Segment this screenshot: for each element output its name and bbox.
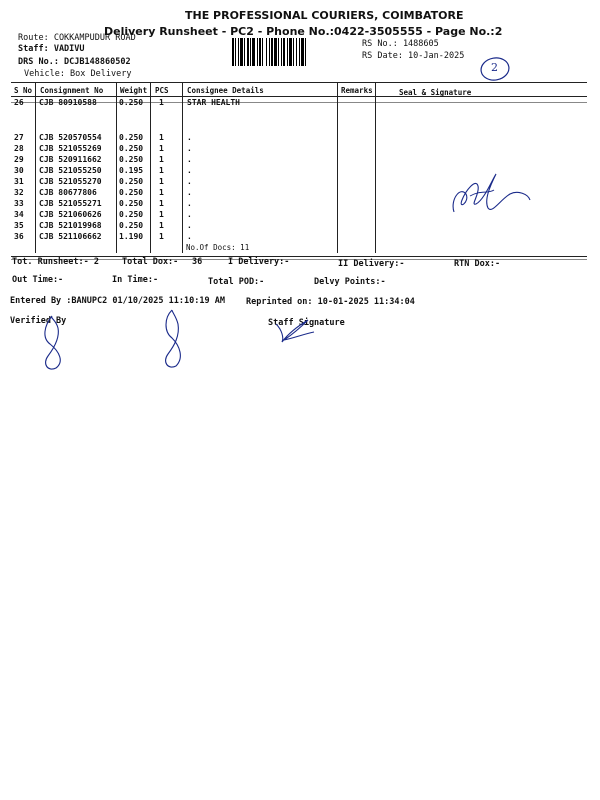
row-sno: 34 [14,210,24,219]
row-consignee: . [187,166,192,175]
row-consignment: CJB 520911662 [39,155,102,164]
row-weight: 1.190 [119,232,144,241]
company-title: THE PROFESSIONAL COURIERS, COIMBATORE [185,9,464,22]
row-consignee: STAR HEALTH [187,98,240,107]
row-weight: 0.195 [119,166,144,175]
row-consignment: CJB 521055270 [39,177,102,186]
row-weight: 0.250 [119,98,144,107]
row-pcs: 1 [159,166,164,175]
row-consignment: CJB 521019968 [39,221,102,230]
delvy-points: Delvy Points:- [314,277,386,287]
tot-runsheet: Tot. Runsheet:- 2 [12,257,99,267]
row-sno: 27 [14,133,24,142]
row-sno: 28 [14,144,24,153]
col-header-seal: Seal & Signature [399,88,472,97]
row-sno: 26 [14,98,24,107]
staff-signature-label: Staff Signature [268,318,345,328]
row-consignment: CJB 521055271 [39,199,102,208]
row-consignment: CJB 80677806 [39,188,97,197]
col-header-consignee: Consignee Details [187,86,264,95]
row-consignee: . [187,144,192,153]
rs-date: RS Date: 10-Jan-2025 [362,51,465,61]
row-weight: 0.250 [119,199,144,208]
row-pcs: 1 [159,199,164,208]
circled-page-annotation [478,54,512,84]
runsheet-title: Delivery Runsheet - PC2 - Phone No.:0422-3505555 - Page No.:2 [104,25,503,38]
i-delivery: I Delivery:- [228,257,290,267]
row-consignee: . [187,221,192,230]
col-header-consignment: Consignment No [40,86,104,95]
row-pcs: 1 [159,177,164,186]
row-consignee: . [187,177,192,186]
row-weight: 0.250 [119,210,144,219]
verified-signature-scribble [30,312,75,372]
row-consignee: . [187,133,192,142]
row-consignment: CJB 521060626 [39,210,102,219]
row-sno: 29 [14,155,24,164]
row-pcs: 1 [159,210,164,219]
total-pod: Total POD:- [208,277,265,287]
row-consignee: . [187,232,192,241]
circled-number: 2 [491,61,498,74]
entered-by: Entered By :BANUPC2 01/10/2025 11:10:19 AM [10,296,225,306]
col-header-remarks: Remarks [341,86,373,95]
row-consignee: . [187,188,192,197]
row-consignment: CJB 521106662 [39,232,102,241]
row-weight: 0.250 [119,144,144,153]
col-header-pcs: PCS [155,86,169,95]
row-sno: 33 [14,199,24,208]
barcode-image [232,38,354,66]
row-sno: 36 [14,232,24,241]
row-consignment: CJB 80910588 [39,98,97,107]
ii-delivery: II Delivery:- [338,259,405,269]
vehicle-label: Vehicle: Box Delivery [24,69,132,79]
row-consignee: . [187,210,192,219]
row-weight: 0.250 [119,155,144,164]
col-header-weight: Weight [120,86,148,95]
total-dox-label: Total Dox:- [122,257,179,267]
row-weight: 0.250 [119,133,144,142]
route-label: Route: COKKAMPUDUR ROAD [18,33,136,43]
row-pcs: 1 [159,221,164,230]
row-consignment: CJB 521055269 [39,144,102,153]
staff-label: Staff: VADIVU [18,44,85,54]
row-weight: 0.250 [119,188,144,197]
row-sno: 32 [14,188,24,197]
row-pcs: 1 [159,188,164,197]
out-time: Out Time:- [12,275,64,285]
row-sno: 30 [14,166,24,175]
staff-signature-scribble [270,312,320,346]
col-header-sno: S No [14,86,33,95]
row-pcs: 1 [159,133,164,142]
second-signature-scribble [150,308,195,370]
rs-number: RS No.: 1488605 [362,39,439,49]
row-sno: 35 [14,221,24,230]
row-pcs: 1 [159,155,164,164]
row-pcs: 1 [159,144,164,153]
row-pcs: 1 [159,232,164,241]
in-time: In Time:- [112,275,159,285]
row-weight: 0.250 [119,221,144,230]
total-dox-value: 36 [192,257,203,267]
row-pcs: 1 [159,98,164,107]
row-consignee: . [187,155,192,164]
rtn-dox: RTN Dox:- [454,259,501,269]
row-sno: 31 [14,177,24,186]
no-of-docs: No.Of Docs: 11 [186,243,250,252]
row-consignment: CJB 520570554 [39,133,102,142]
row-consignment: CJB 521055250 [39,166,102,175]
drs-number: DRS No.: DCJB148860502 [18,57,131,67]
seal-signature-scribble [440,160,540,230]
reprinted-on: Reprinted on: 10-01-2025 11:34:04 [246,297,415,307]
row-consignee: . [187,199,192,208]
verified-by-label: Verified By [10,316,67,326]
row-weight: 0.250 [119,177,144,186]
